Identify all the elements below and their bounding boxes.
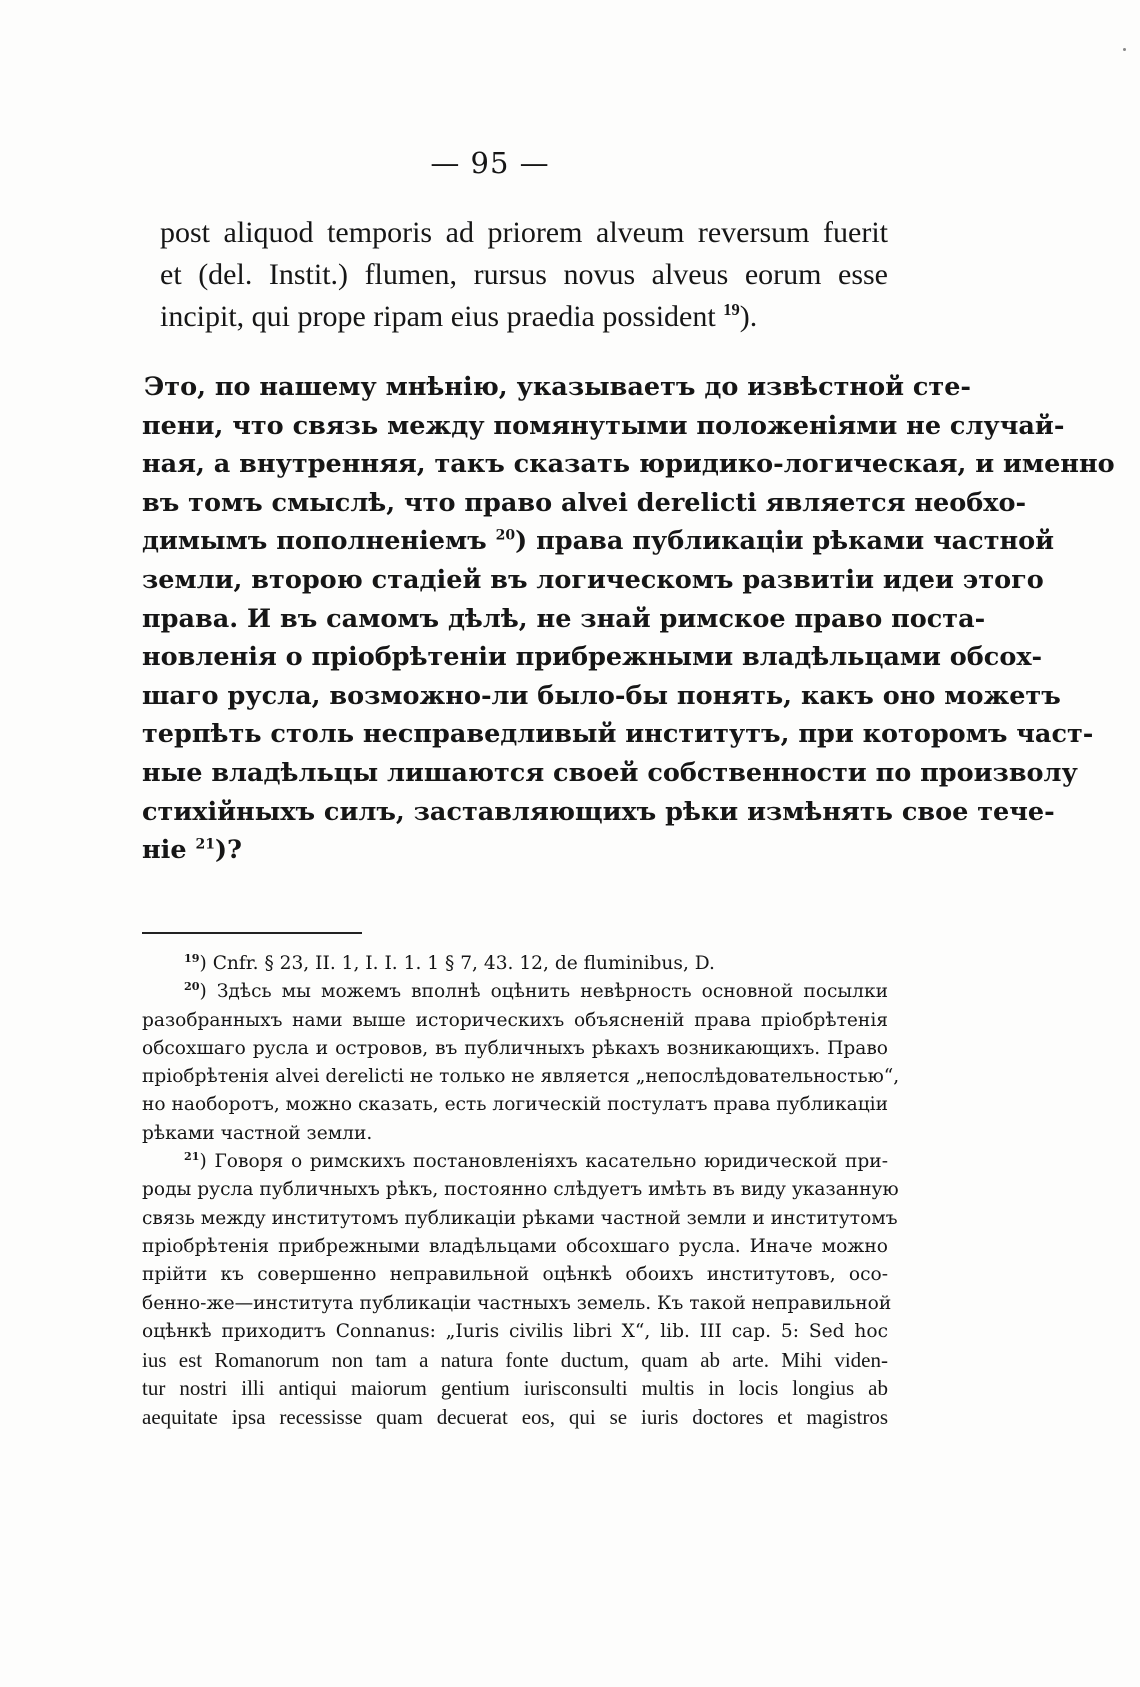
footnote-line: рѣками частной земли. bbox=[142, 1122, 373, 1144]
footnote-line: бенно-же—института публикаціи частныхъ земель. Къ такой неправильной bbox=[142, 1292, 892, 1314]
paragraph-line: въ томъ смыслѣ, что право alvei derelicti является необхо- bbox=[142, 487, 1027, 518]
latin-line bbox=[160, 296, 888, 338]
footnote-20 bbox=[142, 978, 888, 1006]
footnote-line: пріобрѣтенія alvei derelicti не только не является „непослѣдовательностью“, bbox=[142, 1066, 900, 1088]
latin-line: post aliquod temporis ad priorem alveum reversum fuerit bbox=[160, 216, 888, 249]
footnote-separator bbox=[142, 932, 362, 934]
paragraph-line: права. И въ самомъ дѣлѣ, не знай римское право поста- bbox=[142, 603, 986, 634]
footnote-line-latin: ius est Romanorum non tam a natura fonte ductum, quam ab arte. Mihi viden- bbox=[142, 1348, 888, 1373]
page-number: — 95 — bbox=[430, 146, 550, 180]
paragraph-end: )? bbox=[214, 835, 242, 866]
paragraph-line-text: димымъ пополненіемъ bbox=[142, 526, 487, 557]
paragraph-line-text: ніе bbox=[142, 835, 187, 866]
footnote-marker: 21 bbox=[184, 1149, 200, 1163]
latin-citation bbox=[160, 212, 888, 338]
main-paragraph bbox=[142, 368, 1115, 870]
footnote-ref-21[interactable]: 21 bbox=[195, 836, 215, 853]
paragraph-line-text: права публикаціи рѣками частной bbox=[536, 526, 1055, 557]
footnote-21 bbox=[142, 1148, 888, 1176]
latin-line-end: ). bbox=[739, 300, 758, 333]
footnote-ref-19[interactable]: 19 bbox=[723, 300, 740, 319]
footnote-line: но наоборотъ, можно сказать, есть логическій постулатъ права публикаціи bbox=[142, 1094, 888, 1116]
footnote-line-latin: tur nostri illi antiqui maiorum gentium iurisconsulti multis in locis longius ab bbox=[142, 1376, 888, 1401]
paragraph-line: шаго русла, возможно-ли было-бы понять, какъ оно можетъ bbox=[142, 680, 1061, 711]
margin-speck bbox=[1123, 48, 1126, 51]
paragraph-line: новленія о пріобрѣтеніи прибрежными владѣльцами обсох- bbox=[142, 642, 1043, 673]
paragraph-line: ные владѣльцы лишаются своей собственности по произволу bbox=[142, 757, 1078, 788]
paragraph-line bbox=[142, 831, 888, 870]
footnote-text: ) Говоря о римскихъ постановленіяхъ касательно юридической при- bbox=[199, 1151, 888, 1173]
footnote-text: ) Cnfr. § 23, II. 1, I. I. 1. 1 § 7, 43. 12, de fluminibus, D. bbox=[199, 953, 715, 974]
footnote-line: роды русла публичныхъ рѣкъ, постоянно слѣдуетъ имѣть въ виду указанную bbox=[142, 1179, 899, 1201]
latin-line-text: incipit, qui prope ripam eius praedia possident bbox=[160, 300, 716, 333]
paragraph-line: стихійныхъ силъ, заставляющихъ рѣки измѣнять свое тече- bbox=[142, 796, 1055, 827]
footnote-line: обсохшаго русла и островов, въ публичныхъ рѣкахъ возникающихъ. Право bbox=[142, 1037, 888, 1059]
paragraph-line: димымъ пополненіемъ $^{20}$) права публикаціи рѣками частной bbox=[142, 526, 1055, 557]
footnotes bbox=[142, 950, 900, 1431]
footnote-marker: 20 bbox=[184, 980, 200, 994]
paragraph-line: земли, второю стадіей въ логическомъ развитіи идеи этого bbox=[142, 564, 1044, 595]
footnote-text: ) Здѣсь мы можемъ вполнѣ оцѣнить невѣрность основной посылки bbox=[199, 981, 888, 1003]
latin-line: et (del. Instit.) flumen, rursus novus alveus eorum esse bbox=[160, 258, 888, 291]
footnote-line: оцѣнкѣ приходитъ Connanus: „Iuris civilis libri X“, lib. III cap. 5: Sed hoc bbox=[142, 1320, 888, 1342]
footnote-line: прійти къ совершенно неправильной оцѣнкѣ обоихъ институтовъ, осо- bbox=[142, 1264, 888, 1286]
paragraph-line: Это, по нашему мнѣнію, указываетъ до извѣстной сте- bbox=[144, 372, 972, 402]
footnote-line: связь между институтомъ публикаціи рѣками частной земли и институтомъ bbox=[142, 1207, 898, 1229]
footnote-marker: 19 bbox=[184, 951, 200, 965]
footnote-19 bbox=[142, 950, 888, 978]
paragraph-line: ная, а внутренняя, такъ сказать юридико-логическая, и именно bbox=[142, 449, 1115, 480]
footnote-line: разобранныхъ нами выше историческихъ объясненій права пріобрѣтенія bbox=[142, 1009, 888, 1031]
paragraph-line: пени, что связь между помянутыми положеніями не случай- bbox=[142, 410, 1065, 441]
paragraph-line: терпѣть столь несправедливый институтъ, при которомъ част- bbox=[142, 719, 1094, 750]
footnote-line-latin: aequitate ipsa recessisse quam decuerat eos, qui se iuris doctores et magistros bbox=[142, 1404, 888, 1429]
footnote-ref-20[interactable]: 20 bbox=[495, 527, 516, 544]
footnote-line: пріобрѣтенія прибрежными владѣльцами обсохшаго русла. Иначе можно bbox=[142, 1235, 888, 1257]
